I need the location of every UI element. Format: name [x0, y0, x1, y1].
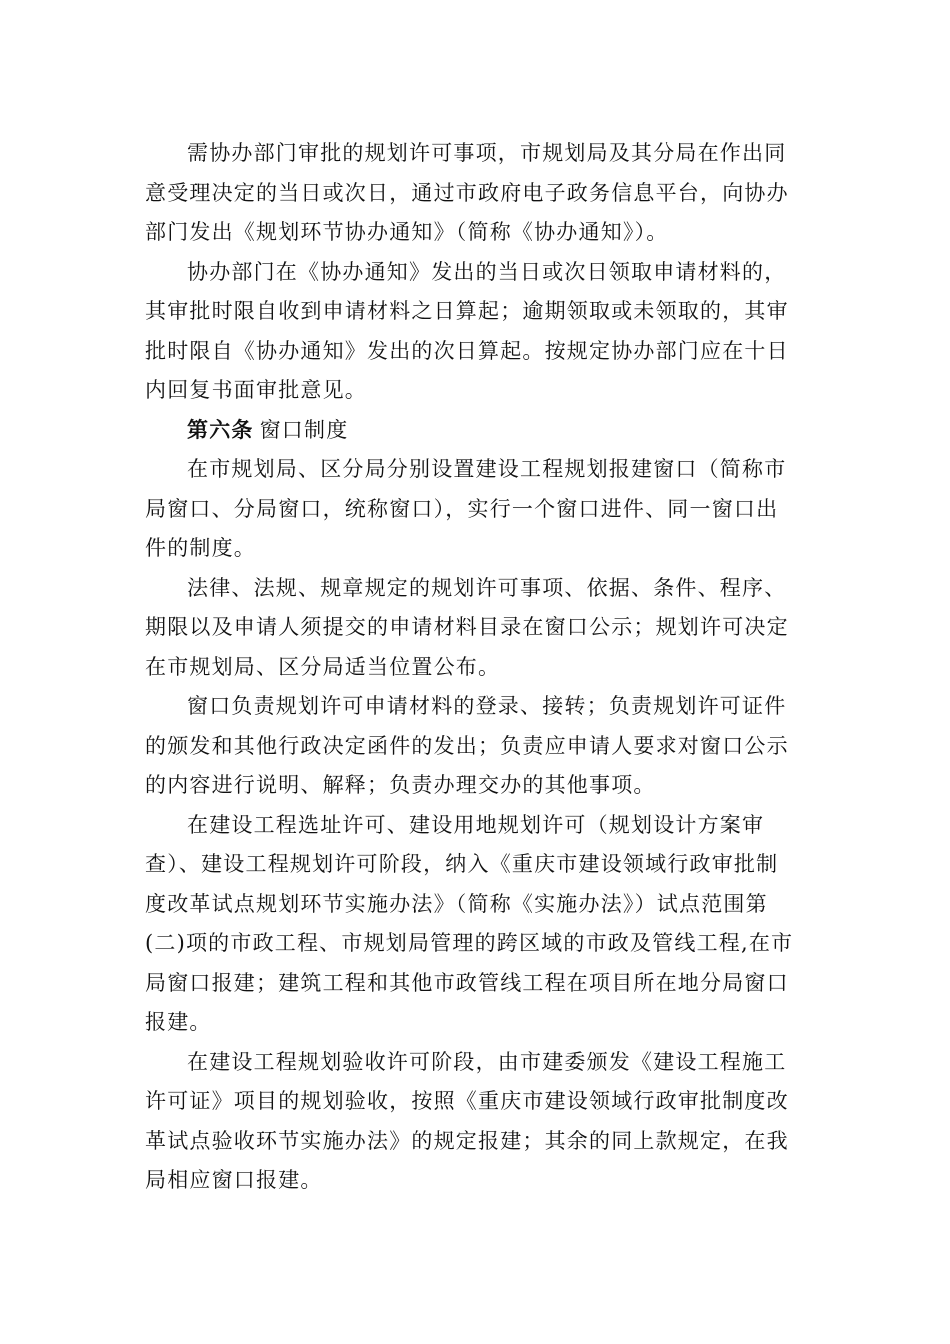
text-line: 批时限自《协办通知》发出的次日算起。按规定协办部门应在十日	[145, 338, 789, 363]
text-line: 查）、建设工程规划许可阶段，纳入《重庆市建设领域行政审批制	[145, 852, 779, 876]
paragraph-coordination-notice	[145, 134, 807, 253]
text-line: 局窗口报建；建筑工程和其他市政管线工程在项目所在地分局窗口	[145, 970, 789, 995]
paragraph-approval-time-limit	[145, 253, 807, 411]
text-line: 部门发出《规划环节协办通知》（简称《协办通知》）。	[145, 220, 669, 244]
text-line: 意受理决定的当日或次日，通过市政府电子政务信息平台，向协办	[145, 180, 789, 205]
paragraph-window-setup	[145, 450, 807, 569]
paragraph-public-notice	[145, 569, 807, 688]
article-title: 窗口制度	[259, 417, 349, 442]
text-line: 许可证》项目的规划验收，按照《重庆市建设领域行政审批制度改	[145, 1089, 789, 1113]
text-line: 在建设工程规划验收许可阶段，由市建委颁发《建设工程施工	[187, 1049, 787, 1074]
text-line: 期限以及申请人须提交的申请材料目录在窗口公示；规划许可决定	[145, 615, 789, 639]
text-line: 法律、法规、规章规定的规划许可事项、依据、条件、程序、	[187, 575, 787, 600]
document-body	[145, 134, 807, 1201]
text-line: 件的制度。	[145, 536, 256, 560]
text-line: 内回复书面审批意见。	[145, 378, 367, 402]
text-line: 报建。	[145, 1010, 212, 1034]
text-line: 局窗口、分局窗口，统称窗口），实行一个窗口进件、同一窗口出	[145, 496, 779, 521]
text-line: 协办部门在《协办通知》发出的当日或次日领取申请材料的，	[187, 259, 787, 284]
paragraph-filing-location	[145, 806, 807, 1043]
text-line: 在市规划局、区分局适当位置公布。	[145, 654, 501, 679]
text-line: 度改革试点规划环节实施办法》（简称《实施办法》）试点范围第	[145, 891, 768, 916]
paragraph-window-duties	[145, 687, 807, 806]
text-line: 的颁发和其他行政决定函件的发出；负责应申请人要求对窗口公示	[145, 733, 789, 758]
text-line: 在建设工程选址许可、建设用地规划许可（规划设计方案审	[187, 812, 765, 837]
text-line: 其审批时限自收到申请材料之日算起；逾期领取或未领取的，其审	[145, 299, 789, 323]
article-heading	[145, 411, 807, 451]
text-line: 需协办部门审批的规划许可事项，市规划局及其分局在作出同	[187, 141, 787, 165]
paragraph-acceptance-stage	[145, 1043, 807, 1201]
article-number: 第六条	[187, 417, 254, 442]
text-line: 在市规划局、区分局分别设置建设工程规划报建窗口（简称市	[187, 457, 787, 481]
text-line: 局相应窗口报建。	[145, 1168, 323, 1192]
text-line: 窗口负责规划许可申请材料的登录、接转；负责规划许可证件	[187, 694, 787, 718]
text-line: 革试点验收环节实施办法》的规定报建；其余的同上款规定，在我	[145, 1128, 789, 1153]
text-line: (二)项的市政工程、市规划局管理的跨区域的市政及管线工程,在市	[145, 931, 794, 955]
text-line: 的内容进行说明、解释；负责办理交办的其他事项。	[145, 773, 656, 797]
